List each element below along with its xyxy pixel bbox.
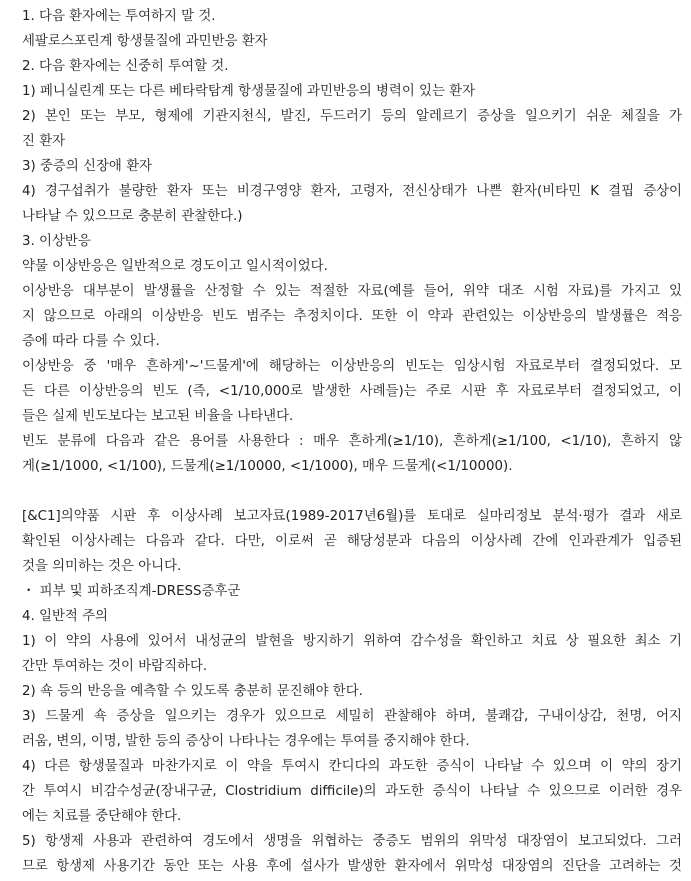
- text-line: 므로 항생제 사용기간 동안 또는 사용 후에 설사가 발생한 환자에서 위막성 대장염의 진단을 고려하는 것: [22, 859, 682, 874]
- text-line: 3) 드물게 쇽 증상을 일으키는 경우가 있으므로 세밀히 관찰해야 하며, 불쾌감, 구내이상감, 천명, 어지: [22, 709, 682, 724]
- bullet-line: ・ 피부 및 피하조직계-DRESS증후군: [22, 584, 241, 599]
- text-line: 4) 다른 항생물질과 마찬가지로 이 약을 투여시 칸디다의 과도한 증식이 나타날 수 있으며 이 약의 장기: [22, 759, 682, 774]
- text-line: 것을 의미하는 것은 아니다.: [22, 559, 182, 574]
- text-line: 이상반응 중 '매우 흔하게'~'드물게'에 해당하는 이상반응의 빈도는 임상시험 자료로부터 결정되었다. 모: [22, 359, 682, 374]
- text-line: 5) 항생제 사용과 관련하여 경도에서 생명을 위협하는 중증도 범위의 위막성 대장염이 보고되었다. 그러: [22, 834, 682, 849]
- text-line: 2) 본인 또는 부모, 형제에 기관지천식, 발진, 두드러기 등의 알레르기 증상을 일으키기 쉬운 체질을 가: [22, 109, 682, 124]
- text-line: 간만 투여하는 것이 바람직하다.: [22, 659, 208, 674]
- text-line: 든 다른 이상반응의 빈도 (즉, <1/10,000로 발생한 사례들)는 주로 시판 후 자료로부터 결정되었고, 이: [22, 384, 682, 399]
- text-line: 에는 치료를 중단해야 한다.: [22, 809, 182, 824]
- text-line: 들은 실제 빈도보다는 보고된 비율을 나타낸다.: [22, 409, 294, 424]
- text-line: 진 환자: [22, 134, 66, 149]
- text-line: 약물 이상반응은 일반적으로 경도이고 일시적이었다.: [22, 259, 328, 274]
- text-line: 이상반응 대부분이 발생률을 산정할 수 있는 적절한 자료(예를 들어, 위약 대조 시험 자료)를 가지고 있: [22, 284, 682, 299]
- text-line: 나타날 수 있으므로 충분히 관찰한다.): [22, 209, 243, 224]
- blank-line: [22, 479, 682, 504]
- text-line: 3) 중증의 신장애 환자: [22, 159, 152, 174]
- text-line: 지 않으므로 아래의 이상반응 빈도 범주는 추정치이다. 또한 이 약과 관련있는 이상반응의 발생률은 적응: [22, 309, 682, 324]
- text-line: 4. 일반적 주의: [22, 609, 108, 624]
- text-line: 확인된 이상사례는 다음과 같다. 다만, 이로써 곧 해당성분과 다음의 이상사례 간에 인과관계가 입증된: [22, 534, 682, 549]
- text-line: 2) 쇽 등의 반응을 예측할 수 있도록 충분히 문진해야 한다.: [22, 684, 363, 699]
- text-line: 1) 이 약의 사용에 있어서 내성균의 발현을 방지하기 위하여 감수성을 확인하고 치료 상 필요한 최소 기: [22, 634, 682, 649]
- text-line: [&C1]의약품 시판 후 이상사례 보고자료(1989-2017년6월)를 토대로 실마리정보 분석·평가 결과 새로: [22, 509, 682, 524]
- text-line: 빈도 분류에 다음과 같은 용어를 사용한다 : 매우 흔하게(≥1/10), 흔하게(≥1/100, <1/10), 흔하지 않: [22, 434, 682, 449]
- document-body: [22, 4, 682, 879]
- text-line: 간 투여시 비감수성균(장내구균, Clostridium difficile)의 과도한 증식이 나타날 수 있으므로 이러한 경우: [22, 784, 682, 799]
- text-line: 증에 따라 다를 수 있다.: [22, 334, 160, 349]
- text-line: 세팔로스포린계 항생물질에 과민반응 환자: [22, 34, 268, 49]
- text-line: 1. 다음 환자에는 투여하지 말 것.: [22, 9, 216, 24]
- text-line: 4) 경구섭취가 불량한 환자 또는 비경구영양 환자, 고령자, 전신상태가 나쁜 환자(비타민 K 결핍 증상이: [22, 184, 682, 199]
- text-line: 3. 이상반응: [22, 234, 91, 249]
- text-line: 게(≥1/1000, <1/100), 드물게(≥1/10000, <1/1000), 매우 드물게(<1/10000).: [22, 459, 513, 474]
- text-line: 2. 다음 환자에는 신중히 투여할 것.: [22, 59, 229, 74]
- text-line: 러움, 변의, 이명, 발한 등의 증상이 나타나는 경우에는 투여를 중지해야 한다.: [22, 734, 470, 749]
- text-line: 1) 페니실린계 또는 다른 베타락탐계 항생물질에 과민반응의 병력이 있는 환자: [22, 84, 476, 99]
